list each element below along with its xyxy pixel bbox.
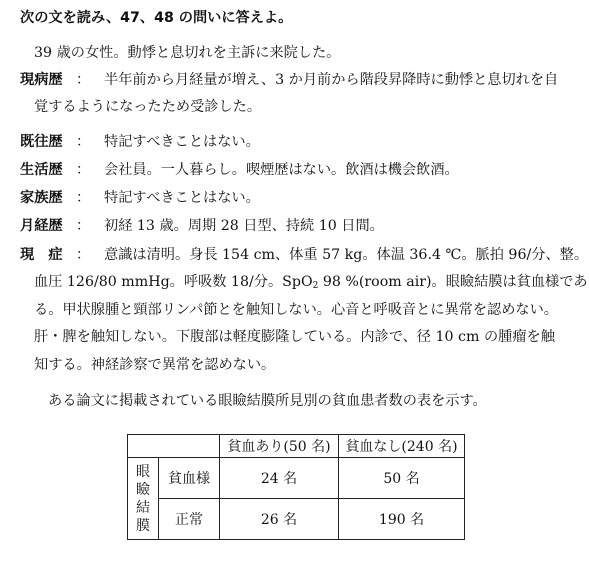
table-row-label: 貧血様 [159, 458, 220, 499]
history-colon: ： [76, 218, 91, 234]
present-text: 肝・脾を触知しない。下腹部は軽度膨隆している。内診で、径 10 cm の腫瘤を触 [34, 329, 555, 345]
present-text: る。甲状腺腫と頸部リンパ節とを触知しない。心音と呼吸音とに異常を認めない。 [34, 302, 558, 318]
table-row [128, 499, 465, 540]
spo2-subscript: 2 [312, 281, 319, 291]
present-text: 血圧 126/80 mmHg。呼吸数 18/分。SpO$_2$ 98 %(room air)。眼瞼結膜は貧血様であ [34, 274, 588, 291]
table-row-label: 正常 [159, 499, 220, 540]
history-text: 会社員。一人暮らし。喫煙歴はない。飲酒は機会飲酒。 [104, 162, 459, 178]
table-header-row [128, 435, 465, 458]
history-text: 初経 13 歳。周期 28 日型、持続 10 日間。 [104, 218, 384, 234]
history-text: 特記すべきことはない。 [104, 134, 260, 150]
history-colon: ： [76, 134, 91, 150]
question-header: 次の文を読み、47、48 の問いに答えよ。 [20, 10, 293, 26]
history-text: 覚するようになったため受診した。 [34, 99, 262, 115]
history-text: 特記すべきことはない。 [104, 190, 260, 206]
table-cell: 190 名 [339, 499, 465, 540]
history-label: 現病歴 [20, 72, 63, 88]
table-cell: 26 名 [220, 499, 339, 540]
history-colon: ： [76, 190, 91, 206]
history-text: 半年前から月経量が増え、3 か月前から階段昇降時に動悸と息切れを自 [104, 72, 559, 88]
history-colon: ： [76, 72, 91, 88]
anemia-table [127, 434, 465, 540]
table-cell: 50 名 [339, 458, 465, 499]
history-label: 生活歴 [20, 162, 63, 178]
present-text: 意識は清明。身長 154 cm、体重 57 kg。体温 36.4 ℃。脈拍 96/分、整。 [104, 247, 589, 263]
present-label: 現 症 [20, 247, 63, 263]
table-cell: 24 名 [220, 458, 339, 499]
history-label: 家族歴 [20, 190, 63, 206]
table-row [128, 458, 465, 499]
present-text: 知する。神経診察で異常を認めない。 [34, 357, 276, 373]
history-label: 月経歴 [20, 218, 63, 234]
table-col-header: 貧血なし(240 名) [339, 435, 465, 458]
table-corner-cell [128, 435, 220, 458]
table-col-header: 貧血あり(50 名) [220, 435, 339, 458]
table-intro: ある論文に掲載されている眼瞼結膜所見別の貧血患者数の表を示す。 [48, 393, 487, 409]
history-colon: ： [76, 162, 91, 178]
patient-intro: 39 歳の女性。動悸と息切れを主訴に来院した。 [34, 45, 341, 61]
history-label: 既往歴 [20, 134, 63, 150]
present-colon: ： [76, 247, 91, 263]
table-row-group-label: 眼 瞼 結 膜 [128, 458, 159, 540]
